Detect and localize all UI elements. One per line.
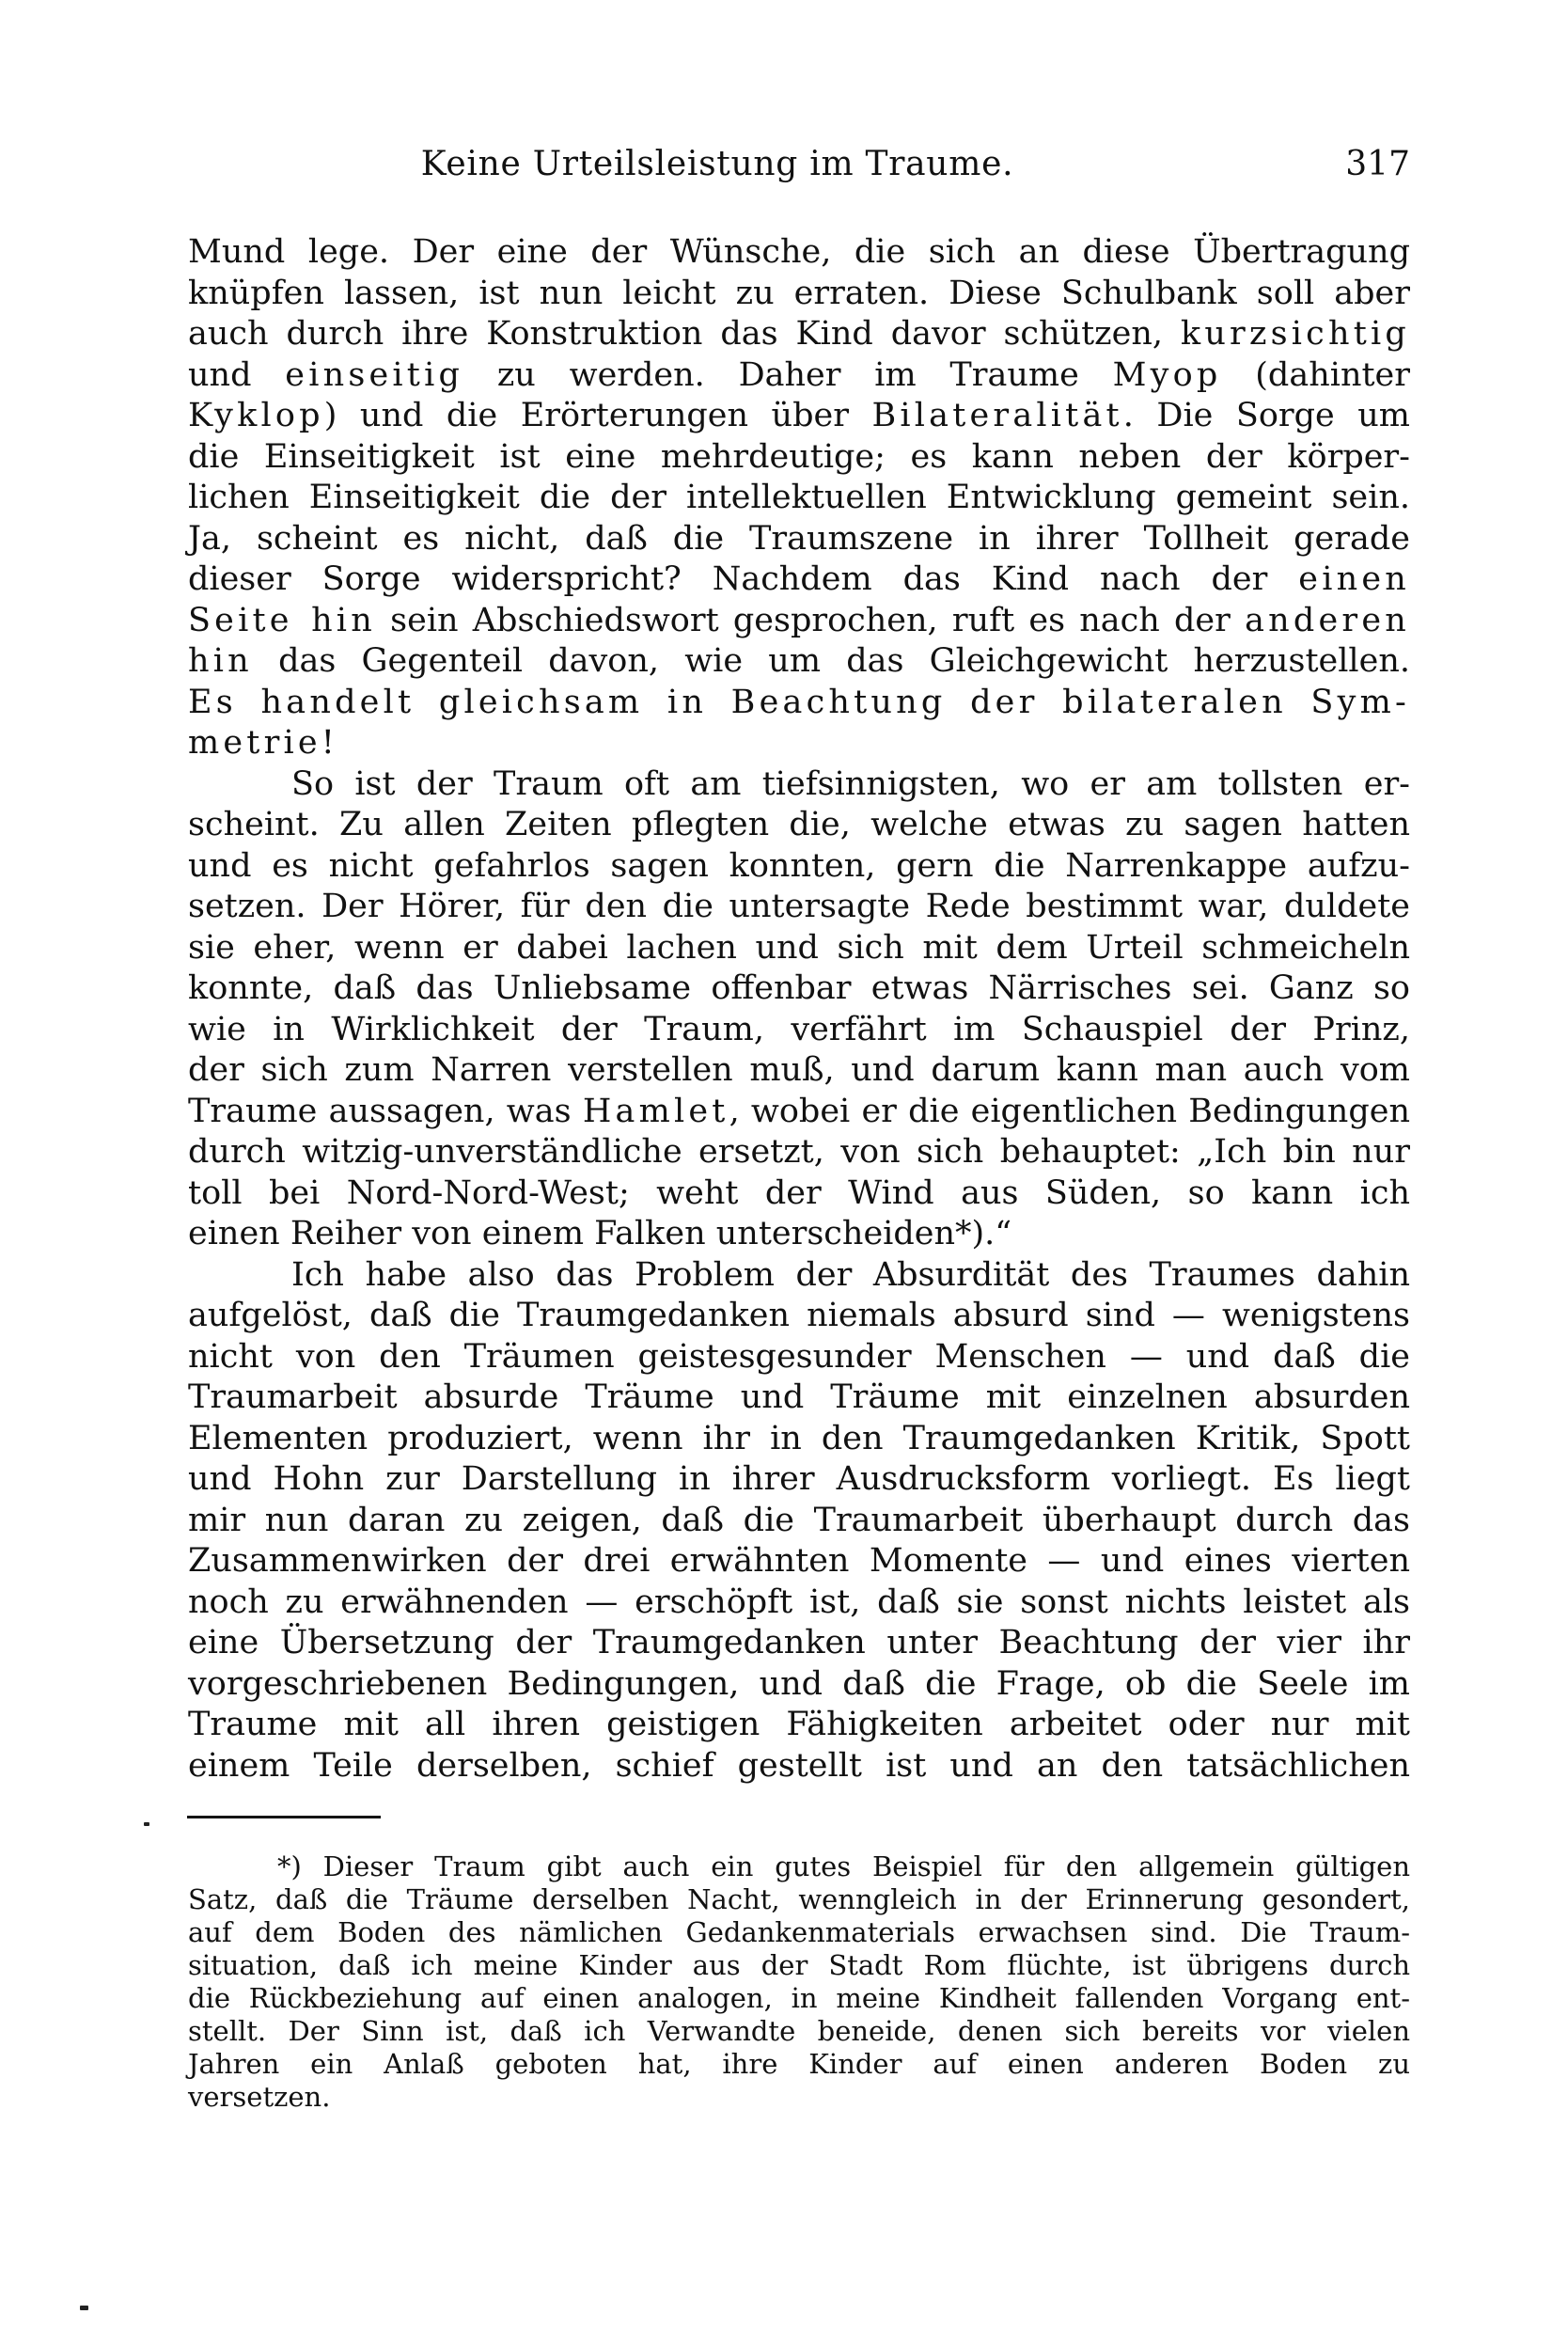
scan-artifact-dot — [80, 2306, 88, 2310]
text-line: und einseitig zu werden. Daher im Traume Myop (dahinter — [188, 355, 1410, 394]
text-line: aufgelöst, daß die Traumgedanken niemals absurd sind — wenigstens — [188, 1297, 1410, 1334]
text-line: und Hohn zur Darstellung in ihrer Ausdrucksform vorliegt. Es liegt — [188, 1460, 1410, 1498]
body-text — [188, 232, 1410, 1787]
text-line: noch zu erwähnenden — erschöpft ist, daß sie sonst nichts leistet als — [188, 1582, 1410, 1621]
text-line: lichen Einseitigkeit die der intellektuellen Entwicklung gemeint sein. — [188, 479, 1410, 516]
text-line: Kyklop) und die Erörterungen über Bilateralität. Die Sorge um — [188, 397, 1410, 434]
text-line: metrie! — [188, 724, 339, 762]
text-line: Satz, daß die Träume derselben Nacht, wenngleich in der Erinnerung gesondert, — [188, 1883, 1410, 1915]
text-line: eine Übersetzung der Traumgedanken unter Beachtung der vier ihr — [188, 1624, 1410, 1661]
text-line: Traume aussagen, was Hamlet, wobei er die eigentlichen Bedingungen — [188, 1092, 1410, 1130]
text-line: nicht von den Träumen geistesgesunder Menschen — und daß die — [188, 1337, 1410, 1376]
running-header — [188, 143, 1410, 186]
footnote-rule — [187, 1816, 381, 1818]
text-line: der sich zum Narren verstellen muß, und darum kann man auch vom — [188, 1051, 1410, 1089]
text-line: toll bei Nord-Nord-West; weht der Wind aus Süden, so kann ich — [188, 1173, 1410, 1212]
text-line: einen Reiher von einem Falken unterscheiden*).“ — [188, 1215, 1012, 1252]
text-line: mir nun daran zu zeigen, daß die Traumarbeit überhaupt durch das — [188, 1501, 1410, 1539]
text-line: die Rückbeziehung auf einen analogen, in meine Kindheit fallenden Vorgang ent- — [188, 1982, 1410, 2014]
text-line: Mund lege. Der eine der Wünsche, die sich an diese Übertragung — [188, 233, 1410, 271]
text-line: die Einseitigkeit ist eine mehrdeutige; es kann neben der körper- — [188, 437, 1410, 476]
text-line: knüpfen lassen, ist nun leicht zu erraten. Diese Schulbank soll aber — [188, 274, 1410, 312]
text-line: stellt. Der Sinn ist, daß ich Verwandte beneide, denen sich bereits vor vielen — [188, 2015, 1410, 2047]
text-line: auf dem Boden des nämlichen Gedankenmaterials erwachsen sind. Die Traum- — [188, 1916, 1410, 1948]
text-line: Jahren ein Anlaß geboten hat, ihre Kinder auf einen anderen Boden zu — [188, 2048, 1410, 2080]
text-line: und es nicht gefahrlos sagen konnten, gern die Narrenkappe aufzu- — [188, 846, 1410, 885]
text-line: Ich habe also das Problem der Absurdität des Traumes dahin — [291, 1255, 1410, 1294]
text-line: Es handelt gleichsam in Beachtung der bilateralen Sym- — [188, 683, 1410, 721]
text-line: Elementen produziert, wenn ihr in den Traumgedanken Kritik, Spott — [188, 1419, 1410, 1457]
text-line: konnte, daß das Unliebsame offenbar etwas Närrisches sei. Ganz so — [188, 969, 1410, 1007]
text-line: scheint. Zu allen Zeiten pflegten die, welche etwas zu sagen hatten — [188, 806, 1410, 843]
text-line: vorgeschriebenen Bedingungen, und daß die Frage, ob die Seele im — [188, 1664, 1410, 1703]
text-line: *) Dieser Traum gibt auch ein gutes Beispiel für den allgemein gültigen — [277, 1850, 1410, 1882]
text-line: dieser Sorge widerspricht? Nachdem das Kind nach der einen — [188, 560, 1410, 598]
text-line: Traumarbeit absurde Träume und Träume mit einzelnen absurden — [188, 1378, 1410, 1416]
footnote — [188, 1850, 1410, 2114]
text-line: auch durch ihre Konstruktion das Kind davor schützen, kurzsichtig — [188, 315, 1410, 353]
text-line: Seite hin sein Abschiedswort gesprochen, ruft es nach der anderen — [188, 601, 1410, 639]
text-line: einem Teile derselben, schief gestellt ist und an den tatsächlichen — [188, 1746, 1410, 1785]
text-line: versetzen. — [188, 2081, 331, 2113]
text-line: Ja, scheint es nicht, daß die Traumszene in ihrer Tollheit gerade — [188, 519, 1410, 558]
page-title: Keine Urteilsleistung im Traume. — [420, 145, 1014, 183]
text-line: setzen. Der Hörer, für den die untersagte Rede bestimmt war, duldete — [188, 888, 1410, 925]
text-line: sie eher, wenn er dabei lachen und sich mit dem Urteil schmeicheln — [188, 928, 1410, 967]
text-line: So ist der Traum oft am tiefsinnigsten, wo er am tollsten er- — [291, 764, 1410, 803]
text-line: situation, daß ich meine Kinder aus der Stadt Rom flüchte, ist übrigens durch — [188, 1949, 1410, 1981]
text-line: Traume mit all ihren geistigen Fähigkeiten arbeitet oder nur mit — [188, 1706, 1410, 1743]
text-line: Zusammenwirken der drei erwähnten Momente — und eines vierten — [188, 1542, 1410, 1580]
page-number: 317 — [1345, 145, 1410, 183]
text-line: wie in Wirklichkeit der Traum, verfährt im Schauspiel der Prinz, — [188, 1010, 1410, 1048]
text-line: hin das Gegenteil davon, wie um das Gleichgewicht herzustellen. — [188, 642, 1410, 680]
scan-artifact-dot — [144, 1822, 149, 1826]
text-line: durch witzig-unverständliche ersetzt, von sich behauptet: „Ich bin nur — [188, 1133, 1410, 1171]
